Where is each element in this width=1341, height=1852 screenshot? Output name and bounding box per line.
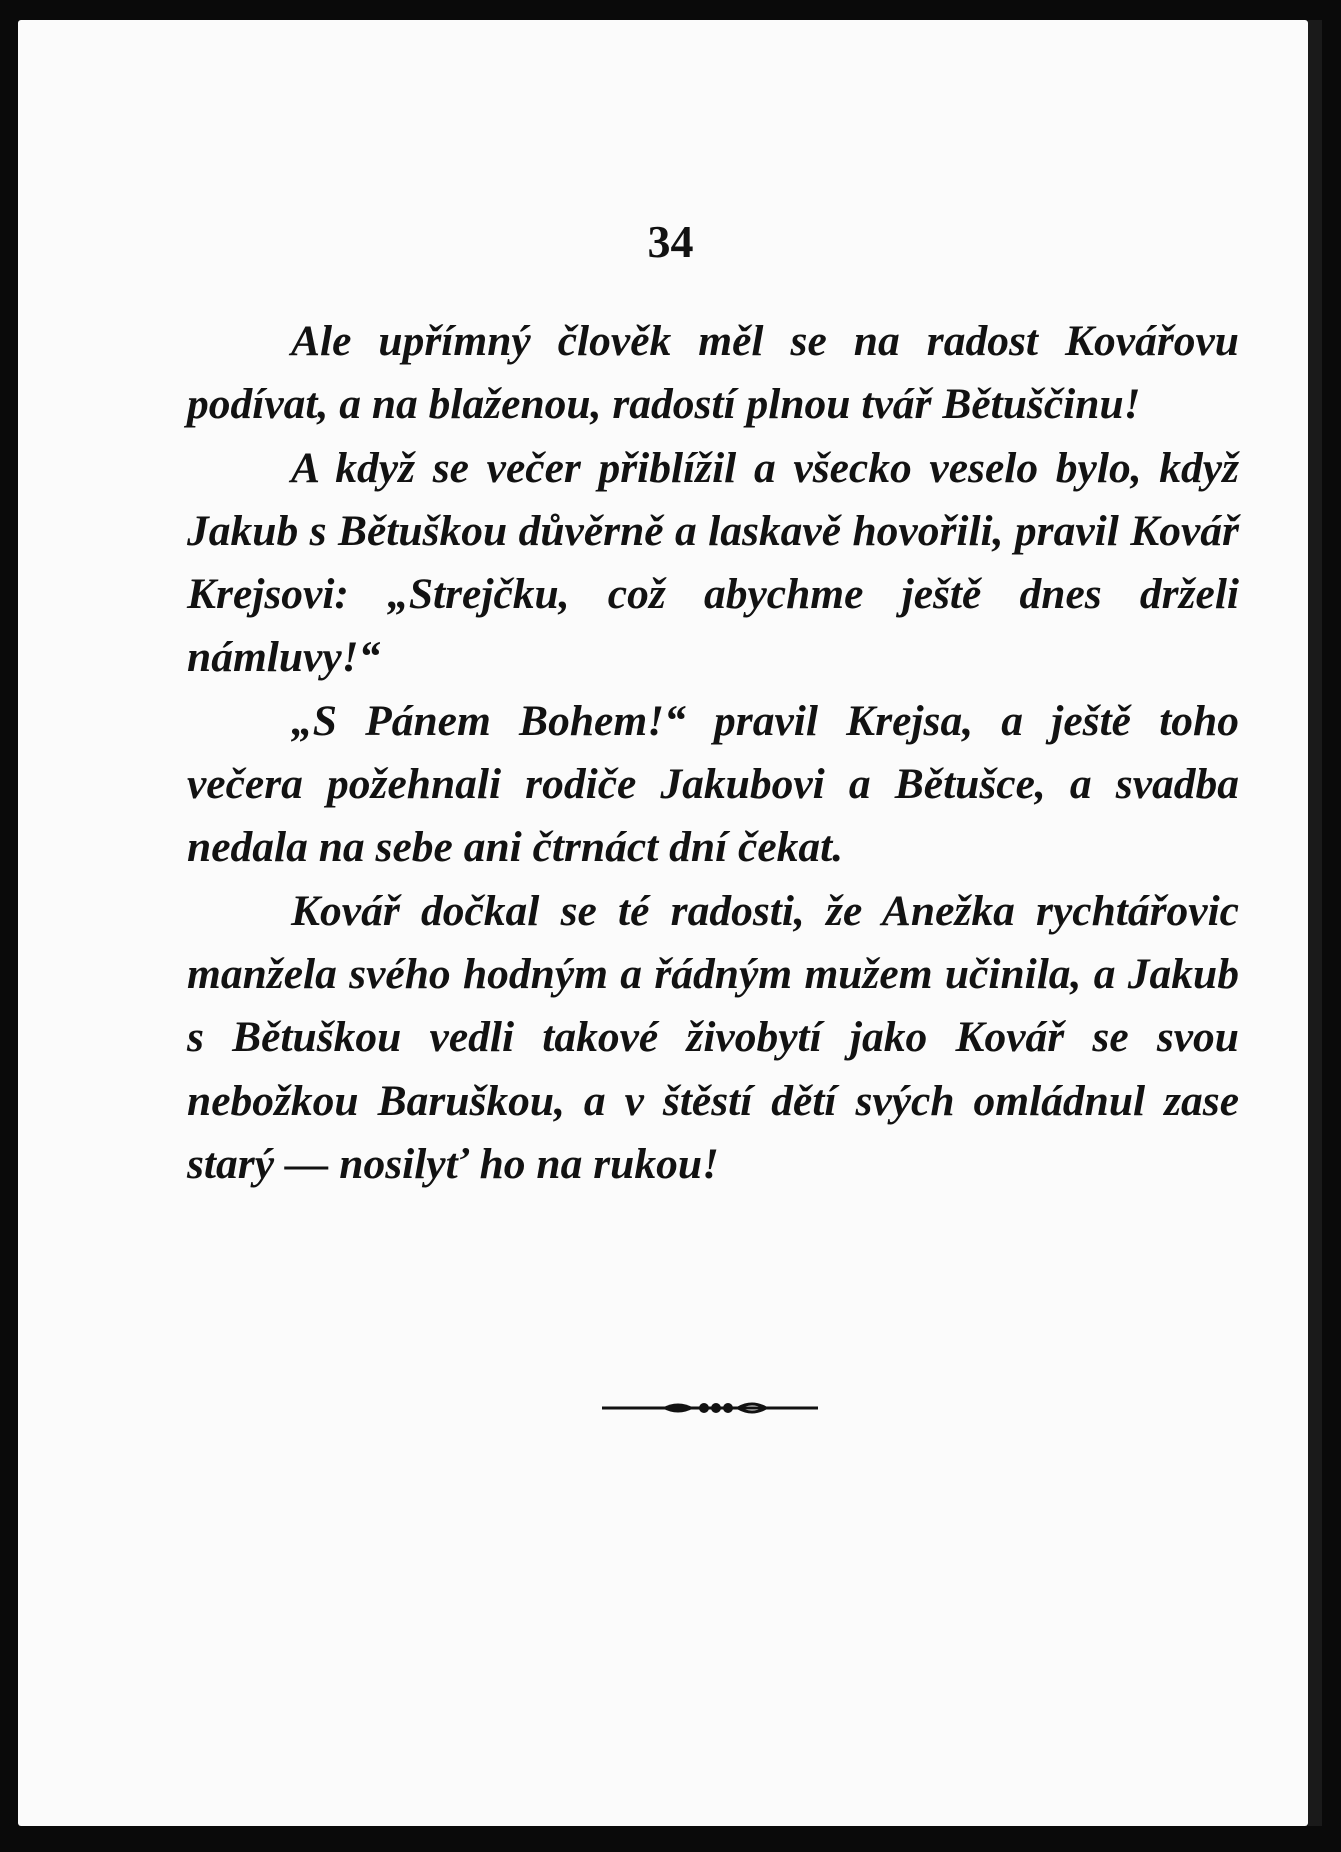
page-number: 34 (647, 216, 694, 267)
page-body-text (187, 310, 1239, 1196)
paragraph-3: „S Pánem Bohem!“ pravil Krejsa, a ještě toho večera požehnali rodiče Jakubovi a Bětušce, a svadba nedala na sebe ani čtrnáct dní čekat. (187, 696, 1239, 872)
paragraph-1: Ale upřímný člověk měl se na radost Kovářovu podívat, a na blaženou, radostí plnou tvář Bětuščinu! (187, 317, 1239, 429)
page-edge-shadow (1308, 20, 1322, 1826)
end-of-chapter-ornament-icon (600, 1396, 820, 1420)
paragraph-2: A když se večer přiblížil a všecko veselo bylo, když Jakub s Bětuškou důvěrně a laskavě hovořili, pravil Kovář Krejsovi: „Strejčku, což abychme ještě dnes drželi námluvy!“ (187, 443, 1239, 682)
paragraph-4: Kovář dočkal se té radosti, že Anežka rychtářovic manžela svého hodným a řádným mužem učinila, a Jakub s Bětuškou vedli takové živobytí jako Kovář se svou nebožkou Baruškou, a v štěstí dětí svých omládnul zase starý — nosilyť ho na rukou! (187, 886, 1239, 1188)
